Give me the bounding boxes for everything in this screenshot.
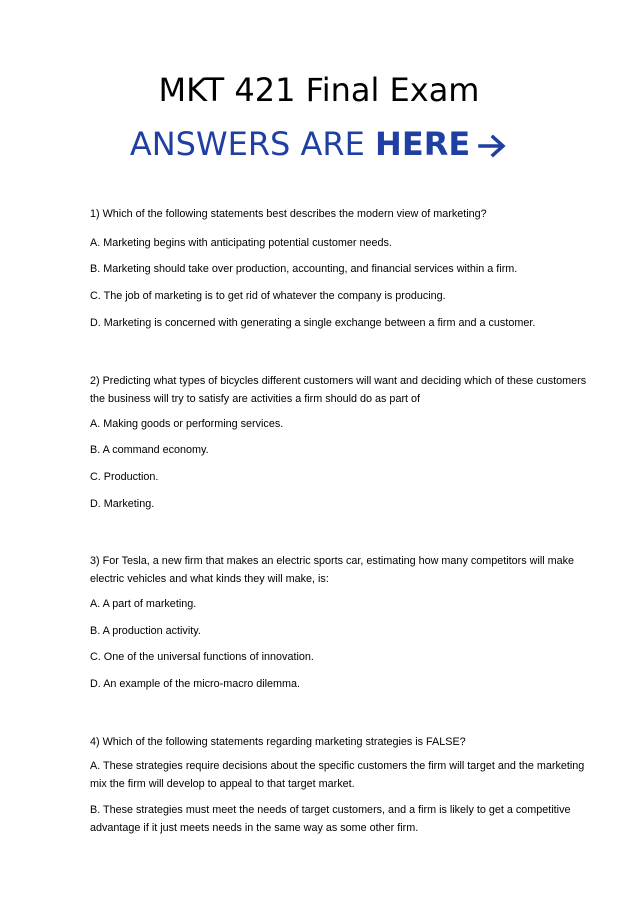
q4-option-a-line-1: A. These strategies require decisions about the specific customers the firm will target and the marketing (90, 760, 585, 772)
answers-prefix: ANSWERS ARE (129, 125, 376, 163)
question-4: 4) Which of the following statements regarding marketing strategies is FALSE? (90, 736, 466, 748)
q2-option-c: C. Production. (90, 471, 159, 483)
q4-option-a-line-2: mix the firm will develop to appeal to that target market. (90, 778, 355, 790)
q3-option-d: D. An example of the micro-macro dilemma. (90, 678, 301, 690)
q1-option-a: A. Marketing begins with anticipating potential customer needs. (90, 237, 392, 249)
q3-option-c: C. One of the universal functions of innovation. (90, 651, 314, 663)
question-2-line-2: the business will try to satisfy are activities a firm should do as part of (90, 393, 421, 405)
question-1: 1) Which of the following statements best describes the modern view of marketing? (90, 208, 487, 220)
question-2-line-1: 2) Predicting what types of bicycles different customers will want and deciding which of these customers (90, 375, 587, 387)
q1-option-c: C. The job of marketing is to get rid of whatever the company is producing. (90, 290, 446, 302)
question-3-line-2: electric vehicles and what kinds they will make, is: (90, 573, 329, 585)
q1-option-b: B. Marketing should take over production, accounting, and financial services within a firm. (90, 263, 518, 275)
q3-option-b: B. A production activity. (90, 625, 201, 637)
answers-link[interactable] (0, 124, 638, 164)
q3-option-a: A. A part of marketing. (90, 598, 197, 610)
q2-option-a: A. Making goods or performing services. (90, 418, 284, 430)
q4-option-b-line-2: advantage if it just meets needs in the same way as some other firm. (90, 822, 419, 834)
page-title: MKT 421 Final Exam (158, 71, 480, 109)
answers-here: HERE (375, 125, 471, 163)
q2-option-d: D. Marketing. (90, 498, 155, 510)
question-3-line-1: 3) For Tesla, a new firm that makes an electric sports car, estimating how many competitors will make (90, 555, 575, 567)
q1-option-d: D. Marketing is concerned with generating a single exchange between a firm and a customer. (90, 317, 536, 329)
arrow-right-icon (478, 133, 508, 159)
q4-option-b-line-1: B. These strategies must meet the needs of target customers, and a firm is likely to get a competitive (90, 804, 571, 816)
q2-option-b: B. A command economy. (90, 444, 209, 456)
